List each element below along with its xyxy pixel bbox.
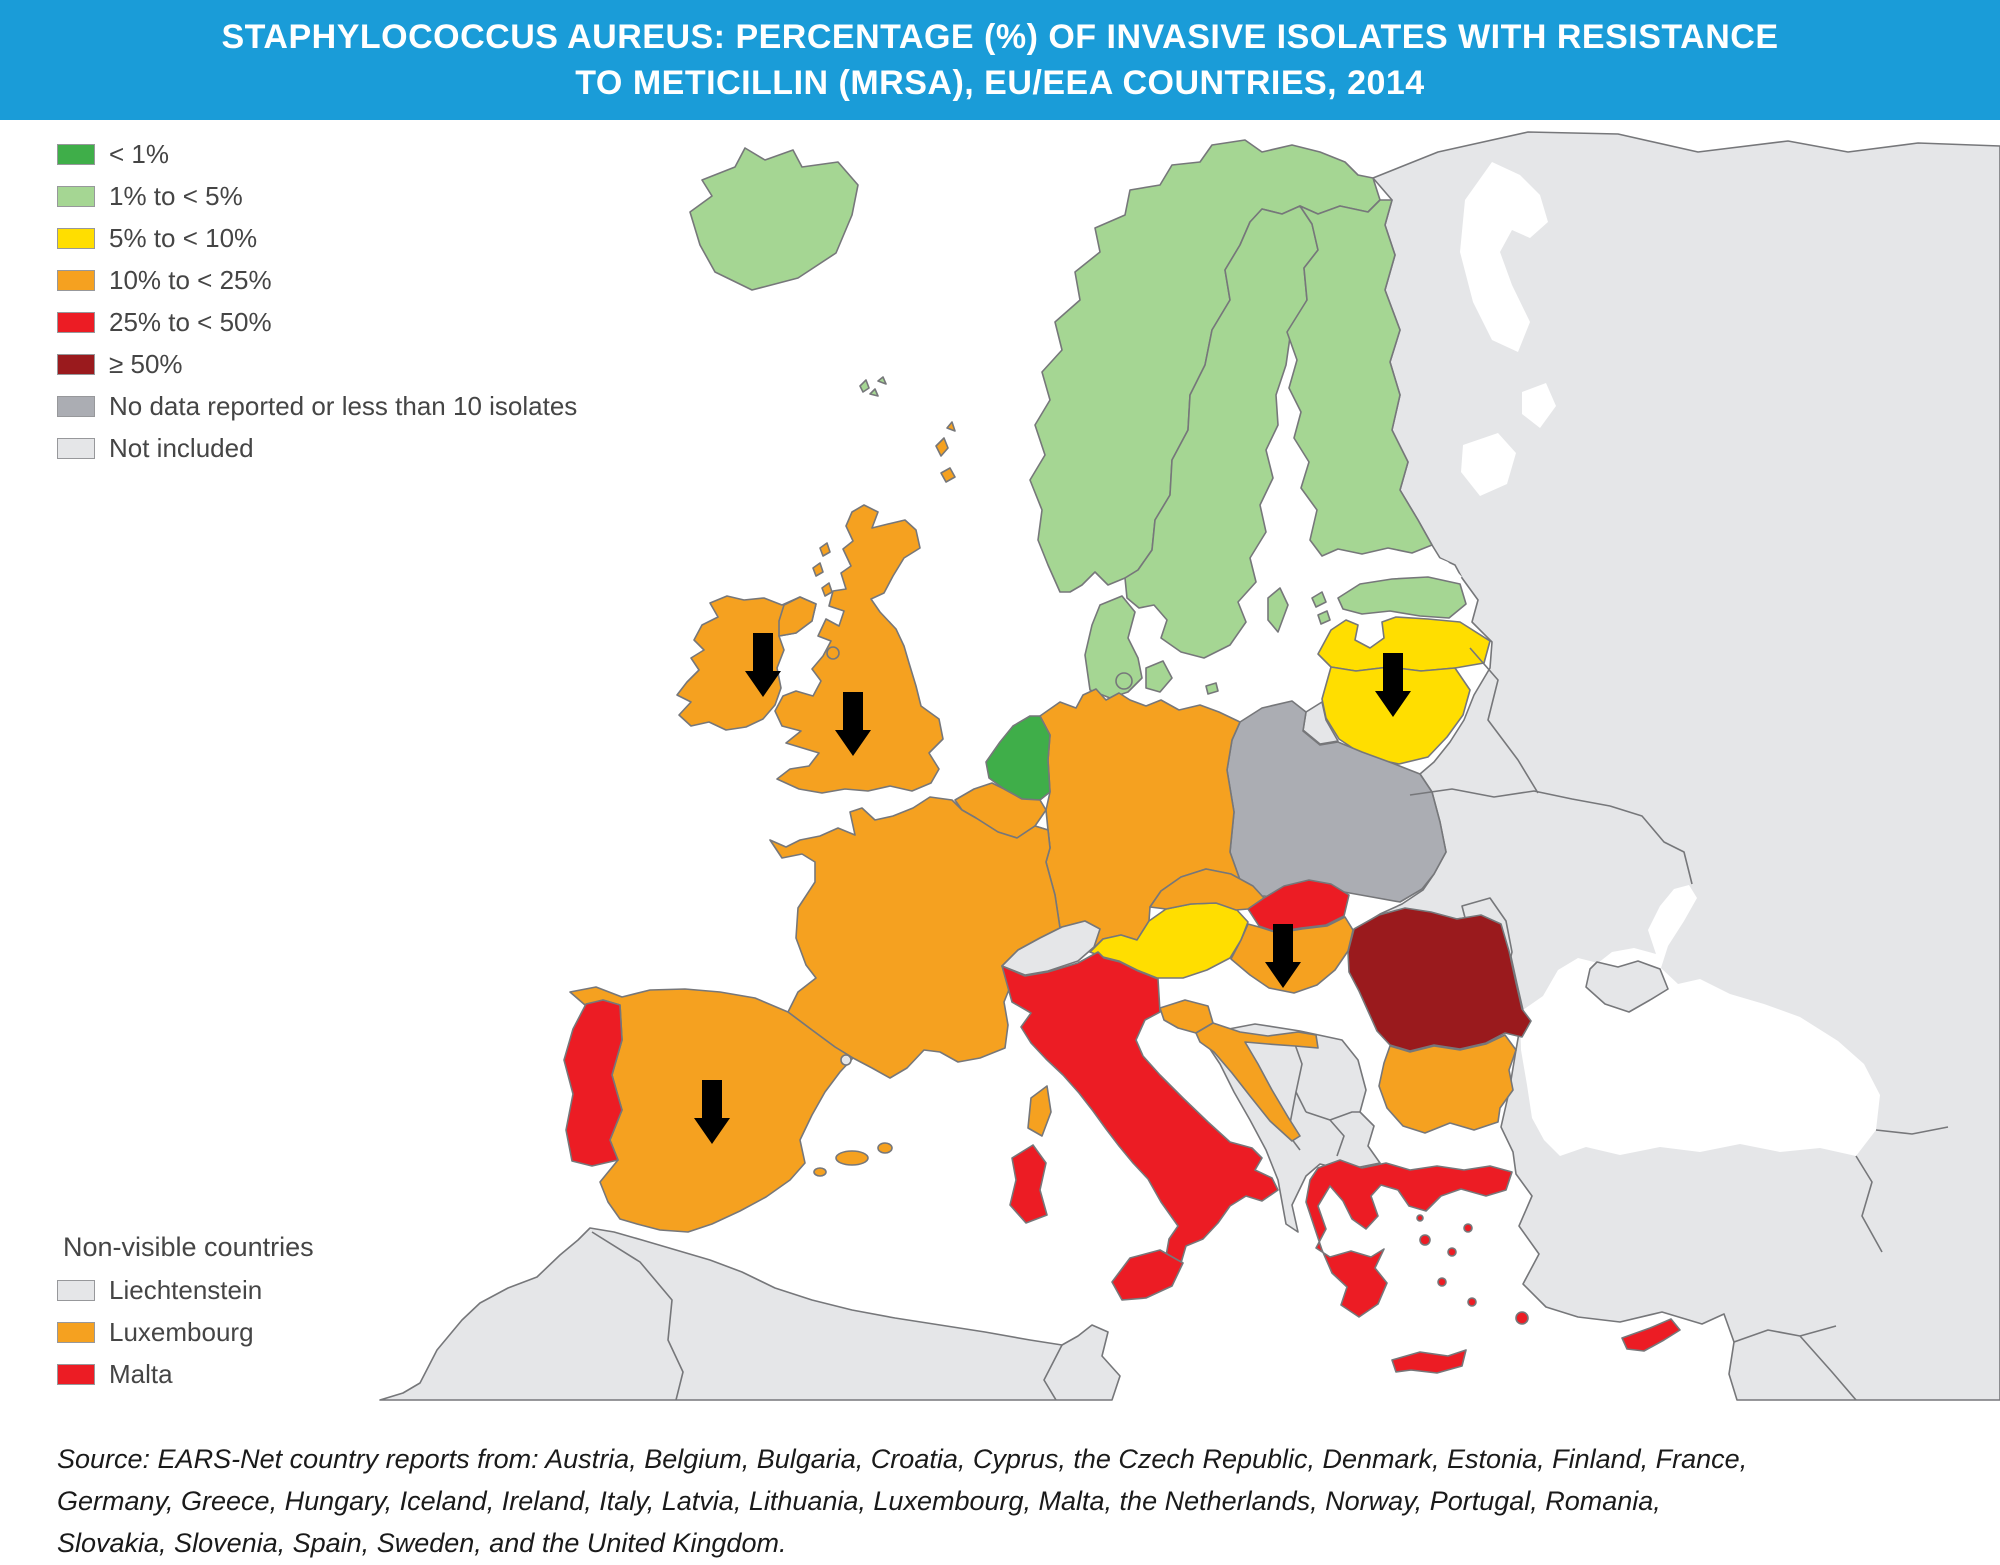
legend-row [57,1353,314,1395]
legend-label: 1% to < 5% [109,180,243,211]
legend-swatch-25to50 [57,312,95,333]
legend-row [57,343,577,385]
title-line-2: TO METICILLIN (MRSA), EU/EEA COUNTRIES, 2014 [575,64,1425,102]
country-bulgaria [1379,1035,1516,1133]
legend-label: 25% to < 50% [109,306,272,337]
legend-swatch-notincluded [57,438,95,459]
legend-label: 10% to < 25% [109,264,272,295]
legend-row [57,301,577,343]
legend-swatch-10to25 [57,270,95,291]
legend-swatch-nodata [57,396,95,417]
legend-row [57,133,577,175]
non-visible-countries-title: Non-visible countries [63,1232,314,1262]
legend-swatch-5to10 [57,228,95,249]
legend-label: Malta [109,1358,173,1389]
legend [57,133,577,469]
country-latvia [1318,617,1490,671]
legend-label: Liechtenstein [109,1274,263,1305]
legend-swatch-luxembourg [57,1322,95,1343]
legend-label: Not included [109,432,254,463]
island-funen [1116,673,1132,689]
legend-row [57,259,577,301]
legend-row [57,1269,314,1311]
legend-label: < 1% [109,138,169,169]
legend-label: No data reported or less than 10 isolates [109,390,578,421]
island-bornholm [1206,683,1218,694]
island-sardinia [1010,1145,1047,1223]
source-note: Source: EARS-Net country reports from: Austria, Belgium, Bulgaria, Croatia, Cyprus, the Czech Republic, Denmark, Estonia, Finland, France, Germany, Greece, Hungary, Iceland, Ireland, Italy, Latvia, Lithuania, Luxembourg, Malta, the Netherlands, Norway, Portugal, Romania, Slovakia, Slovenia, Spain, Sweden, and the United Kingdom. [57,1444,1748,1558]
title-line-1: STAPHYLOCOCCUS AUREUS: PERCENTAGE (%) OF INVASIVE ISOLATES WITH RESISTANCE [221,18,1779,56]
legend-swatch-1to5 [57,186,95,207]
legend-row [57,1311,314,1353]
legend-swatch-malta [57,1364,95,1385]
country-andorra [841,1055,851,1065]
legend-row [57,175,577,217]
header [0,0,2000,120]
legend-row [57,217,577,259]
legend-label: Luxembourg [109,1316,254,1347]
legend-row [57,427,577,469]
legend-label: 5% to < 10% [109,222,258,253]
legend-row [57,385,577,427]
non-visible-countries-legend [57,1232,314,1395]
legend-swatch-lt1 [57,144,95,165]
legend-swatch-ge50 [57,354,95,375]
isle-of-man [827,647,839,659]
legend-label: ≥ 50% [109,348,183,379]
legend-swatch-liechtenstein [57,1280,95,1301]
